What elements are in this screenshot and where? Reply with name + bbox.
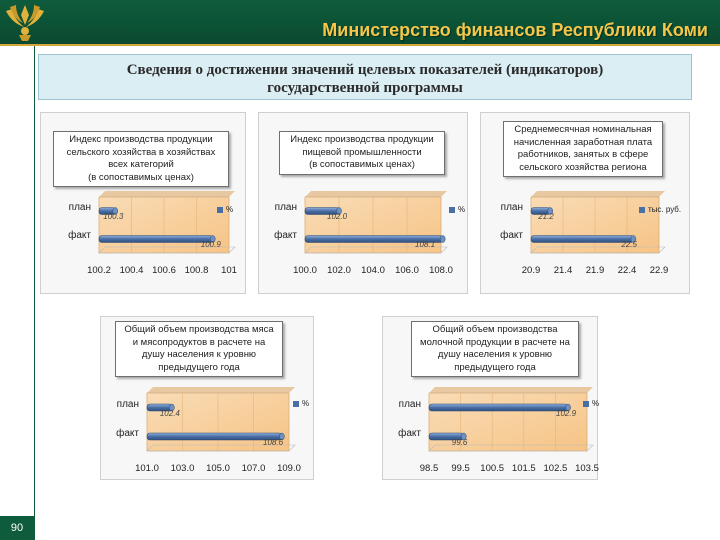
plot-top-wall xyxy=(147,387,295,393)
chart-title-line: молочной продукции в расчете на xyxy=(420,336,570,348)
chart-title-line: и мясопродуктов в расчете на xyxy=(132,336,266,348)
chart-title-line: душу населения к уровню xyxy=(141,349,257,360)
legend-swatch xyxy=(293,401,299,407)
x-tick-label: 21.4 xyxy=(553,265,573,276)
plot-top-wall xyxy=(429,387,593,393)
x-tick-label: 102.5 xyxy=(543,463,568,474)
chart-title-line: Среднемесячная номинальная xyxy=(514,124,652,135)
chart-title-line: душу населения к уровню xyxy=(437,349,553,360)
chart-title-line: Индекс производства продукции xyxy=(290,134,434,145)
chart-title-line: (в сопоставимых ценах) xyxy=(88,171,194,183)
chart-title-line: начисленная заработная плата xyxy=(513,136,653,148)
category-label: факт xyxy=(68,230,91,241)
chart-title-line: предыдущего года xyxy=(158,361,240,373)
data-label: 108.6 xyxy=(263,437,284,447)
chart-title-line: Общий объем производства xyxy=(432,324,558,335)
legend-swatch xyxy=(217,207,223,213)
category-label: факт xyxy=(398,427,421,439)
x-tick-label: 101 xyxy=(221,265,237,276)
x-tick-label: 100.5 xyxy=(480,463,505,474)
x-tick-label: 107.0 xyxy=(241,463,266,474)
category-label: факт xyxy=(116,427,139,439)
data-label: 22.5 xyxy=(621,240,637,249)
chart-agri-production-index xyxy=(40,112,246,294)
category-label: план xyxy=(116,398,139,410)
chart-title-line: работников, занятых в сфере xyxy=(517,149,649,160)
page-number: 90 xyxy=(0,516,34,540)
chart-agri-wage xyxy=(480,112,690,294)
legend-label: % xyxy=(226,205,234,214)
page-title xyxy=(38,54,692,100)
chart-meat-production xyxy=(100,316,314,480)
data-label: 108.1 xyxy=(415,240,436,249)
page-title-line-2: государственной программы xyxy=(267,80,463,96)
legend-label: тыс. руб. xyxy=(648,205,682,214)
page-title-line-1: Сведения о достижении значений целевых показателей (индикаторов) xyxy=(126,62,604,78)
chart-legend xyxy=(639,205,681,214)
x-tick-label: 101.5 xyxy=(511,463,536,474)
legend-label: % xyxy=(302,399,310,408)
data-label: 102.9 xyxy=(556,408,577,418)
header-bar xyxy=(0,0,720,44)
chart-title xyxy=(503,121,663,177)
left-accent-line xyxy=(34,46,35,540)
chart-title xyxy=(279,131,445,175)
data-label: 100.9 xyxy=(200,240,221,249)
chart-dairy-production xyxy=(382,316,598,480)
bar-факт xyxy=(531,236,633,243)
data-label: 100.3 xyxy=(103,212,124,221)
legend-swatch xyxy=(449,207,455,213)
x-tick-label: 98.5 xyxy=(419,463,439,474)
category-label: план xyxy=(68,202,91,213)
x-tick-label: 103.0 xyxy=(170,463,195,474)
x-tick-label: 102.0 xyxy=(327,265,351,276)
chart-legend xyxy=(583,399,599,408)
category-label: план xyxy=(274,202,297,213)
category-label: факт xyxy=(274,230,297,241)
x-tick-label: 100.4 xyxy=(119,265,144,276)
komi-emblem-icon xyxy=(2,1,48,43)
x-tick-label: 22.9 xyxy=(649,265,669,276)
header-divider xyxy=(0,44,720,46)
x-tick-label: 21.9 xyxy=(585,265,605,276)
legend-swatch xyxy=(639,207,645,213)
plot-top-wall xyxy=(99,191,235,197)
plot-top-wall xyxy=(531,191,665,197)
x-tick-label: 100.6 xyxy=(152,265,176,276)
legend-swatch xyxy=(583,401,589,407)
chart-legend xyxy=(449,205,465,214)
x-tick-label: 101.0 xyxy=(135,463,159,474)
chart-title xyxy=(411,321,579,377)
x-tick-label: 20.9 xyxy=(521,265,541,276)
x-tick-label: 100.0 xyxy=(293,265,317,276)
chart-title-line: Общий объем производства мяса xyxy=(124,324,274,335)
data-label: 102.0 xyxy=(327,212,348,221)
x-tick-label: 99.5 xyxy=(451,463,470,474)
ministry-title: Министерство финансов Республики Коми xyxy=(322,20,708,40)
chart-title-line: пищевой промышленности xyxy=(302,146,422,158)
plot-top-wall xyxy=(305,191,447,197)
bar-план xyxy=(429,404,568,411)
x-tick-label: 108.0 xyxy=(429,265,453,276)
chart-title xyxy=(115,321,283,377)
x-tick-label: 109.0 xyxy=(277,463,301,474)
category-label: факт xyxy=(500,230,523,241)
x-tick-label: 100.8 xyxy=(184,265,209,276)
legend-label: % xyxy=(458,205,466,214)
x-tick-label: 106.0 xyxy=(395,265,419,276)
bar-факт xyxy=(99,236,213,243)
chart-legend xyxy=(293,399,309,408)
x-tick-label: 22.4 xyxy=(617,265,637,276)
category-label: план xyxy=(500,202,523,213)
x-tick-label: 105.0 xyxy=(206,463,230,474)
chart-food-industry-index xyxy=(258,112,468,294)
chart-title-line: Индекс производства продукции xyxy=(69,134,213,145)
chart-title-line: сельского хозяйства региона xyxy=(519,161,647,173)
bar-факт xyxy=(147,433,282,440)
x-tick-label: 104.0 xyxy=(361,265,385,276)
category-label: план xyxy=(398,398,421,410)
chart-title-line: всех категорий xyxy=(108,159,174,170)
chart-title-line: сельского хозяйства в хозяйствах xyxy=(66,146,216,158)
chart-title-line: (в сопоставимых ценах) xyxy=(309,159,415,170)
chart-title-line: предыдущего года xyxy=(454,361,536,373)
data-label: 99.6 xyxy=(451,437,468,447)
chart-title xyxy=(53,131,229,187)
data-label: 102.4 xyxy=(159,408,180,418)
legend-label: % xyxy=(592,399,600,408)
chart-legend xyxy=(217,205,233,214)
x-tick-label: 100.2 xyxy=(87,265,111,276)
bar-cap xyxy=(440,236,445,243)
x-tick-label: 103.5 xyxy=(575,463,599,474)
data-label: 21.2 xyxy=(538,212,554,221)
